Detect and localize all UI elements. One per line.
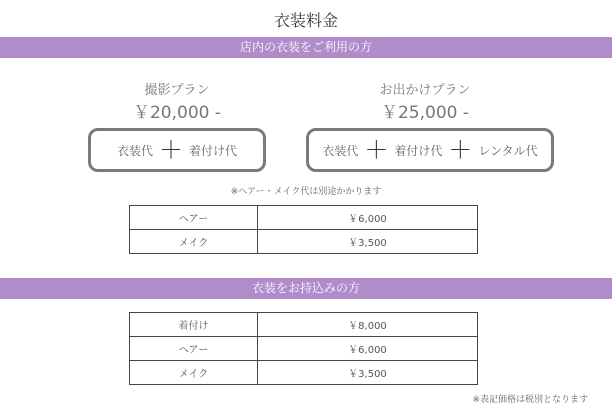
plan-item-costume: 衣装代 — [116, 143, 153, 158]
plan-item-dressing: 着付け代 — [394, 143, 443, 158]
table-row — [130, 313, 478, 337]
plan-box-outing — [306, 128, 554, 172]
section-header-bring-own: 衣装をお持込みの方 — [0, 278, 612, 299]
plan-item-costume: 衣装代 — [322, 143, 359, 158]
table-cell-label: ヘアー — [130, 337, 258, 361]
plus-icon: ＋ — [364, 136, 389, 164]
price-table-in-store — [129, 205, 478, 254]
table-row — [130, 361, 478, 385]
plan-item-dressing: 着付け代 — [189, 143, 238, 158]
table-cell-label: メイク — [130, 230, 258, 254]
table-row — [130, 206, 478, 230]
plan-price-outing: ￥25,000 - — [380, 103, 470, 123]
plan-item-rental: レンタル代 — [478, 143, 538, 158]
plan-box-photo — [88, 128, 266, 172]
section-header-in-store: 店内の衣装をご利用の方 — [0, 37, 612, 58]
table-cell-price: ￥6,000 — [258, 337, 478, 361]
page-title: 衣装料金 — [273, 11, 338, 30]
plan-name-outing: お出かけプラン — [379, 83, 471, 98]
table-cell-price: ￥3,500 — [258, 230, 478, 254]
table-cell-price: ￥3,500 — [258, 361, 478, 385]
plus-icon: ＋ — [159, 136, 183, 164]
table-cell-label: ヘアー — [130, 206, 258, 230]
table-row — [130, 337, 478, 361]
hair-makeup-note: ※ヘアー・メイク代は別途かかります — [230, 187, 382, 197]
table-cell-label: メイク — [130, 361, 258, 385]
price-table-bring-own — [129, 312, 478, 385]
table-cell-price: ￥6,000 — [258, 206, 478, 230]
table-row — [130, 230, 478, 254]
table-cell-price: ￥8,000 — [258, 313, 478, 337]
plus-icon: ＋ — [448, 136, 473, 164]
plan-price-photo: ￥20,000 - — [132, 103, 222, 123]
plan-name-photo: 撮影プラン — [144, 83, 210, 98]
table-cell-label: 着付け — [130, 313, 258, 337]
tax-note: ※表記価格は税別となります — [472, 395, 588, 405]
